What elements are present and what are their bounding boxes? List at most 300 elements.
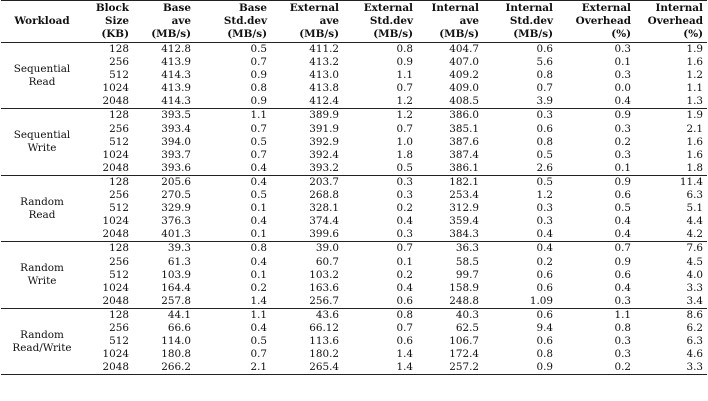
column-header bbox=[557, 1, 635, 43]
column-header bbox=[417, 1, 483, 43]
table-cell: 0.2 bbox=[614, 361, 631, 374]
table-cell: 0.4 bbox=[614, 281, 631, 294]
table-cell: 0.5 bbox=[250, 189, 267, 202]
table-cell: 0.5 bbox=[614, 202, 631, 215]
table-cell: 393.6 bbox=[161, 161, 191, 174]
overhead-results-table bbox=[1, 0, 707, 375]
table-cell: 399.6 bbox=[309, 228, 339, 241]
table-cell: 1.0 bbox=[396, 135, 413, 148]
table-row bbox=[1, 322, 707, 335]
table-cell: 4.4 bbox=[686, 215, 703, 228]
table-cell: 387.4 bbox=[449, 148, 479, 161]
table-cell: 0.9 bbox=[396, 56, 413, 69]
table-cell: 0.3 bbox=[396, 175, 413, 188]
workload-label-line: Random bbox=[20, 195, 64, 208]
table-cell: 0.5 bbox=[250, 135, 267, 148]
table-cell: 0.6 bbox=[536, 268, 553, 281]
table-cell: 3.3 bbox=[686, 281, 703, 294]
table-cell: 3.4 bbox=[686, 294, 703, 307]
column-header-line: Internal bbox=[655, 2, 703, 14]
table-cell: 128 bbox=[109, 308, 129, 321]
table-row bbox=[1, 69, 707, 82]
table-cell: 1.8 bbox=[396, 148, 413, 161]
table-cell: 0.3 bbox=[614, 69, 631, 82]
table-cell: 266.2 bbox=[161, 361, 191, 374]
table-cell: 36.3 bbox=[455, 242, 479, 255]
table-cell: 2048 bbox=[102, 228, 129, 241]
table-cell: 0.1 bbox=[250, 228, 267, 241]
table-cell: 0.7 bbox=[536, 82, 553, 95]
table-cell: 44.1 bbox=[167, 308, 191, 321]
table-cell: 0.7 bbox=[396, 82, 413, 95]
table-cell: 408.5 bbox=[449, 95, 479, 108]
table-cell: 1.9 bbox=[686, 43, 703, 55]
column-header bbox=[343, 1, 417, 43]
table-row bbox=[1, 109, 707, 123]
table-cell: 0.6 bbox=[536, 308, 553, 321]
table-cell: 0.5 bbox=[250, 335, 267, 348]
table-cell: 0.4 bbox=[614, 95, 631, 108]
table-cell: 1.1 bbox=[250, 308, 267, 321]
table-cell: 376.3 bbox=[161, 215, 191, 228]
table-cell: 0.9 bbox=[614, 175, 631, 188]
column-header-line: (MB/s) bbox=[151, 28, 191, 40]
table-cell: 1.6 bbox=[686, 135, 703, 148]
column-header-line: ave bbox=[171, 15, 191, 27]
table-cell: 1024 bbox=[102, 281, 129, 294]
table-cell: 0.4 bbox=[250, 321, 267, 334]
workload-label bbox=[1, 242, 83, 308]
table-cell: 1.1 bbox=[396, 69, 413, 82]
table-cell: 99.7 bbox=[455, 268, 479, 281]
table-cell: 1024 bbox=[102, 82, 129, 95]
table-cell: 393.2 bbox=[309, 161, 339, 174]
table-cell: 103.9 bbox=[161, 268, 191, 281]
table-cell: 0.3 bbox=[614, 335, 631, 348]
table-cell: 39.0 bbox=[315, 242, 339, 255]
table-cell: 5.6 bbox=[536, 56, 553, 69]
workload-label bbox=[1, 43, 83, 109]
table-row bbox=[1, 269, 707, 282]
table-cell: 414.3 bbox=[161, 95, 191, 108]
workload-label bbox=[1, 109, 83, 175]
table-row bbox=[1, 123, 707, 136]
table-row bbox=[1, 215, 707, 228]
table-cell: 61.3 bbox=[167, 255, 191, 268]
table-row bbox=[1, 82, 707, 95]
table-cell: 1.3 bbox=[686, 95, 703, 108]
table-cell: 253.4 bbox=[449, 189, 479, 202]
workload-label-line: Read bbox=[28, 75, 56, 88]
table-cell: 180.8 bbox=[161, 348, 191, 361]
table-cell: 6.3 bbox=[686, 189, 703, 202]
table-cell: 128 bbox=[109, 175, 129, 188]
table-cell: 1.1 bbox=[250, 109, 267, 122]
table-cell: 172.4 bbox=[449, 348, 479, 361]
column-header-line: (MB/s) bbox=[299, 28, 339, 40]
column-header bbox=[483, 1, 557, 43]
table-cell: 0.7 bbox=[614, 242, 631, 255]
table-cell: 0.5 bbox=[536, 175, 553, 188]
table-cell: 0.3 bbox=[396, 228, 413, 241]
table-cell: 0.3 bbox=[614, 43, 631, 55]
table-cell: 0.6 bbox=[614, 268, 631, 281]
table-cell: 163.6 bbox=[309, 281, 339, 294]
table-cell: 256 bbox=[109, 56, 129, 69]
table-cell: 248.8 bbox=[449, 294, 479, 307]
table-cell: 0.5 bbox=[250, 43, 267, 55]
table-cell: 0.1 bbox=[614, 56, 631, 69]
table-row bbox=[1, 56, 707, 69]
table-cell: 0.4 bbox=[250, 161, 267, 174]
table-row bbox=[1, 335, 707, 348]
table-cell: 1.9 bbox=[686, 109, 703, 122]
table-cell: 7.6 bbox=[686, 242, 703, 255]
table-row bbox=[1, 175, 707, 189]
table-cell: 404.7 bbox=[449, 43, 479, 55]
table-row bbox=[1, 282, 707, 295]
column-header bbox=[195, 1, 271, 43]
table-cell: 409.2 bbox=[449, 69, 479, 82]
table-cell: 413.9 bbox=[161, 82, 191, 95]
table-cell: 387.6 bbox=[449, 135, 479, 148]
column-header-line: (MB/s) bbox=[513, 28, 553, 40]
table-cell: 0.0 bbox=[614, 82, 631, 95]
table-cell: 2.1 bbox=[686, 122, 703, 135]
table-cell: 393.7 bbox=[161, 148, 191, 161]
table-cell: 1.6 bbox=[686, 56, 703, 69]
table-cell: 203.7 bbox=[309, 175, 339, 188]
table-body bbox=[1, 43, 707, 375]
table-cell: 256 bbox=[109, 321, 129, 334]
table-cell: 103.2 bbox=[309, 268, 339, 281]
table-cell: 1024 bbox=[102, 348, 129, 361]
table-cell: 2048 bbox=[102, 95, 129, 108]
table-cell: 0.6 bbox=[536, 43, 553, 55]
table-cell: 386.1 bbox=[449, 161, 479, 174]
table-row bbox=[1, 189, 707, 202]
column-header-line: (MB/s) bbox=[373, 28, 413, 40]
table-cell: 39.3 bbox=[167, 242, 191, 255]
table-cell: 1.2 bbox=[396, 95, 413, 108]
table-cell: 385.1 bbox=[449, 122, 479, 135]
column-header-line: Overhead bbox=[647, 15, 703, 27]
table-cell: 0.8 bbox=[536, 348, 553, 361]
table-cell: 1024 bbox=[102, 148, 129, 161]
table-cell: 386.0 bbox=[449, 109, 479, 122]
table-cell: 0.3 bbox=[614, 148, 631, 161]
table-cell: 393.5 bbox=[161, 109, 191, 122]
table-cell: 0.6 bbox=[536, 335, 553, 348]
table-cell: 393.4 bbox=[161, 122, 191, 135]
table-cell: 413.9 bbox=[161, 56, 191, 69]
table-cell: 0.4 bbox=[250, 215, 267, 228]
table-cell: 0.3 bbox=[536, 215, 553, 228]
column-header-line: Base bbox=[239, 2, 267, 14]
column-header bbox=[271, 1, 343, 43]
table-cell: 512 bbox=[109, 202, 129, 215]
table-row bbox=[1, 149, 707, 162]
table-cell: 512 bbox=[109, 135, 129, 148]
table-cell: 128 bbox=[109, 43, 129, 55]
table-cell: 512 bbox=[109, 268, 129, 281]
table-cell: 0.2 bbox=[536, 255, 553, 268]
column-header-line: Base bbox=[163, 2, 191, 14]
table-cell: 407.0 bbox=[449, 56, 479, 69]
column-header-line: (%) bbox=[683, 28, 703, 40]
column-header-line: Size bbox=[105, 15, 129, 27]
table-cell: 0.8 bbox=[614, 321, 631, 334]
table-cell: 0.7 bbox=[250, 348, 267, 361]
table-cell: 0.7 bbox=[396, 242, 413, 255]
table-row bbox=[1, 295, 707, 309]
table-cell: 0.1 bbox=[614, 161, 631, 174]
table-cell: 2.1 bbox=[250, 361, 267, 374]
column-header-line: (MB/s) bbox=[227, 28, 267, 40]
table-cell: 0.5 bbox=[396, 161, 413, 174]
workload-label-line: Random bbox=[20, 262, 64, 275]
column-header bbox=[133, 1, 195, 43]
column-header-line: (%) bbox=[611, 28, 631, 40]
table-cell: 0.3 bbox=[614, 294, 631, 307]
table-cell: 0.8 bbox=[536, 69, 553, 82]
table-cell: 0.6 bbox=[396, 294, 413, 307]
table-cell: 0.9 bbox=[614, 255, 631, 268]
column-header-line: Std.dev bbox=[369, 15, 413, 27]
table-cell: 5.1 bbox=[686, 202, 703, 215]
column-header-line: External bbox=[581, 2, 631, 14]
table-cell: 392.4 bbox=[309, 148, 339, 161]
table-cell: 1.4 bbox=[396, 348, 413, 361]
table-cell: 270.5 bbox=[161, 189, 191, 202]
table-row bbox=[1, 348, 707, 361]
table-cell: 0.8 bbox=[250, 82, 267, 95]
table-cell: 62.5 bbox=[455, 321, 479, 334]
table-cell: 0.8 bbox=[536, 135, 553, 148]
table-cell: 0.1 bbox=[250, 202, 267, 215]
table-cell: 0.3 bbox=[396, 189, 413, 202]
column-header-line: Block bbox=[95, 2, 129, 14]
table-cell: 0.8 bbox=[396, 308, 413, 321]
column-header-line: Overhead bbox=[575, 15, 631, 27]
table-cell: 0.7 bbox=[396, 321, 413, 334]
column-header-line: Std.dev bbox=[223, 15, 267, 27]
column-header-line: Internal bbox=[431, 2, 479, 14]
table-row bbox=[1, 242, 707, 256]
table-cell: 257.2 bbox=[449, 361, 479, 374]
table-cell: 0.6 bbox=[536, 122, 553, 135]
workload-label-line: Sequential bbox=[13, 62, 71, 75]
table-cell: 256.7 bbox=[309, 294, 339, 307]
column-header-line: ave bbox=[319, 15, 339, 27]
workload-label bbox=[1, 175, 83, 241]
column-header-line: (MB/s) bbox=[439, 28, 479, 40]
table-cell: 2048 bbox=[102, 361, 129, 374]
table-cell: 66.6 bbox=[167, 321, 191, 334]
table-cell: 512 bbox=[109, 335, 129, 348]
column-header-line: (KB) bbox=[101, 28, 129, 40]
column-header bbox=[1, 1, 83, 43]
table-cell: 389.9 bbox=[309, 109, 339, 122]
table-cell: 3.3 bbox=[686, 361, 703, 374]
table-cell: 205.6 bbox=[161, 175, 191, 188]
table-cell: 4.2 bbox=[686, 228, 703, 241]
table-cell: 0.4 bbox=[536, 242, 553, 255]
workload-label-line: Sequential bbox=[13, 129, 71, 142]
workload-label bbox=[1, 308, 83, 374]
table-cell: 0.3 bbox=[536, 109, 553, 122]
header-row bbox=[1, 1, 707, 43]
table-cell: 1.8 bbox=[686, 161, 703, 174]
table-cell: 43.6 bbox=[315, 308, 339, 321]
table-cell: 0.9 bbox=[536, 361, 553, 374]
table-row bbox=[1, 95, 707, 109]
column-header-line: Internal bbox=[505, 2, 553, 14]
table-cell: 60.7 bbox=[315, 255, 339, 268]
table-cell: 359.4 bbox=[449, 215, 479, 228]
table-cell: 2.6 bbox=[536, 161, 553, 174]
table-cell: 394.0 bbox=[161, 135, 191, 148]
table-cell: 2048 bbox=[102, 161, 129, 174]
table-row bbox=[1, 136, 707, 149]
table-cell: 414.3 bbox=[161, 69, 191, 82]
table-cell: 265.4 bbox=[309, 361, 339, 374]
workload-label-line: Read bbox=[28, 208, 56, 221]
table-cell: 4.5 bbox=[686, 255, 703, 268]
workload-label-line: Random bbox=[20, 328, 64, 341]
table-cell: 257.8 bbox=[161, 294, 191, 307]
table-cell: 268.8 bbox=[309, 189, 339, 202]
table-cell: 413.8 bbox=[309, 82, 339, 95]
workload-label-line: Write bbox=[27, 142, 57, 155]
table-cell: 1.09 bbox=[529, 294, 553, 307]
table-cell: 1.1 bbox=[686, 82, 703, 95]
table-cell: 164.4 bbox=[161, 281, 191, 294]
table-cell: 4.6 bbox=[686, 348, 703, 361]
table-cell: 0.1 bbox=[250, 268, 267, 281]
table-cell: 128 bbox=[109, 242, 129, 255]
workload-label-line: Write bbox=[27, 275, 57, 288]
table-cell: 0.4 bbox=[396, 215, 413, 228]
table-cell: 182.1 bbox=[449, 175, 479, 188]
table-cell: 392.9 bbox=[309, 135, 339, 148]
table-cell: 329.9 bbox=[161, 202, 191, 215]
table-cell: 128 bbox=[109, 109, 129, 122]
column-header-line: Std.dev bbox=[509, 15, 553, 27]
table-row bbox=[1, 43, 707, 57]
table-cell: 384.3 bbox=[449, 228, 479, 241]
table-cell: 58.5 bbox=[455, 255, 479, 268]
table-cell: 0.4 bbox=[250, 255, 267, 268]
table-cell: 0.5 bbox=[536, 148, 553, 161]
table-cell: 3.9 bbox=[536, 95, 553, 108]
table-cell: 0.7 bbox=[250, 122, 267, 135]
table-cell: 0.3 bbox=[614, 348, 631, 361]
table-cell: 374.4 bbox=[309, 215, 339, 228]
table-cell: 512 bbox=[109, 69, 129, 82]
table-cell: 391.9 bbox=[309, 122, 339, 135]
table-cell: 40.3 bbox=[455, 308, 479, 321]
column-header-line: External bbox=[289, 2, 339, 14]
table-cell: 66.12 bbox=[309, 321, 339, 334]
table-row bbox=[1, 361, 707, 375]
table-cell: 0.2 bbox=[396, 202, 413, 215]
column-header bbox=[83, 1, 133, 43]
table-cell: 0.8 bbox=[396, 43, 413, 55]
table-cell: 0.4 bbox=[614, 215, 631, 228]
table-cell: 2048 bbox=[102, 294, 129, 307]
table-cell: 256 bbox=[109, 122, 129, 135]
table-cell: 0.9 bbox=[250, 69, 267, 82]
table-cell: 9.4 bbox=[536, 321, 553, 334]
table-cell: 312.9 bbox=[449, 202, 479, 215]
table-cell: 256 bbox=[109, 189, 129, 202]
table-cell: 0.1 bbox=[396, 255, 413, 268]
column-header-line: Workload bbox=[14, 15, 70, 27]
table-cell: 0.2 bbox=[250, 281, 267, 294]
table-cell: 0.4 bbox=[396, 281, 413, 294]
table-cell: 1.2 bbox=[396, 109, 413, 122]
table-cell: 106.7 bbox=[449, 335, 479, 348]
table-cell: 0.6 bbox=[396, 335, 413, 348]
table-cell: 1024 bbox=[102, 215, 129, 228]
table-cell: 0.9 bbox=[614, 109, 631, 122]
table-cell: 0.6 bbox=[614, 189, 631, 202]
table-cell: 6.3 bbox=[686, 335, 703, 348]
table-row bbox=[1, 228, 707, 242]
table-cell: 8.6 bbox=[686, 308, 703, 321]
table-cell: 413.0 bbox=[309, 69, 339, 82]
table-cell: 412.4 bbox=[309, 95, 339, 108]
table-cell: 1.2 bbox=[536, 189, 553, 202]
table-cell: 1.6 bbox=[686, 148, 703, 161]
table-cell: 113.6 bbox=[309, 335, 339, 348]
table-cell: 11.4 bbox=[679, 175, 703, 188]
table-cell: 0.2 bbox=[396, 268, 413, 281]
table-cell: 256 bbox=[109, 255, 129, 268]
table-cell: 0.9 bbox=[250, 95, 267, 108]
workload-label-line: Read/Write bbox=[12, 341, 72, 354]
table-row bbox=[1, 162, 707, 176]
table-cell: 0.4 bbox=[614, 228, 631, 241]
column-header bbox=[635, 1, 707, 43]
table-cell: 401.3 bbox=[161, 228, 191, 241]
table-cell: 0.8 bbox=[250, 242, 267, 255]
table-cell: 0.4 bbox=[536, 228, 553, 241]
table-cell: 1.2 bbox=[686, 69, 703, 82]
table-cell: 0.6 bbox=[536, 281, 553, 294]
column-header-line: External bbox=[363, 2, 413, 14]
table-cell: 413.2 bbox=[309, 56, 339, 69]
table-cell: 1.1 bbox=[614, 308, 631, 321]
table-cell: 0.7 bbox=[250, 148, 267, 161]
table-cell: 1.4 bbox=[250, 294, 267, 307]
table-cell: 0.3 bbox=[614, 122, 631, 135]
table-row bbox=[1, 256, 707, 269]
column-header-line: ave bbox=[459, 15, 479, 27]
table-cell: 412.8 bbox=[161, 43, 191, 55]
table-cell: 114.0 bbox=[161, 335, 191, 348]
table-cell: 0.3 bbox=[536, 202, 553, 215]
table-cell: 0.2 bbox=[614, 135, 631, 148]
table-cell: 180.2 bbox=[309, 348, 339, 361]
table-cell: 0.7 bbox=[396, 122, 413, 135]
table-cell: 409.0 bbox=[449, 82, 479, 95]
table-cell: 1.4 bbox=[396, 361, 413, 374]
table-cell: 0.4 bbox=[250, 175, 267, 188]
table-row bbox=[1, 308, 707, 322]
table-cell: 6.2 bbox=[686, 321, 703, 334]
